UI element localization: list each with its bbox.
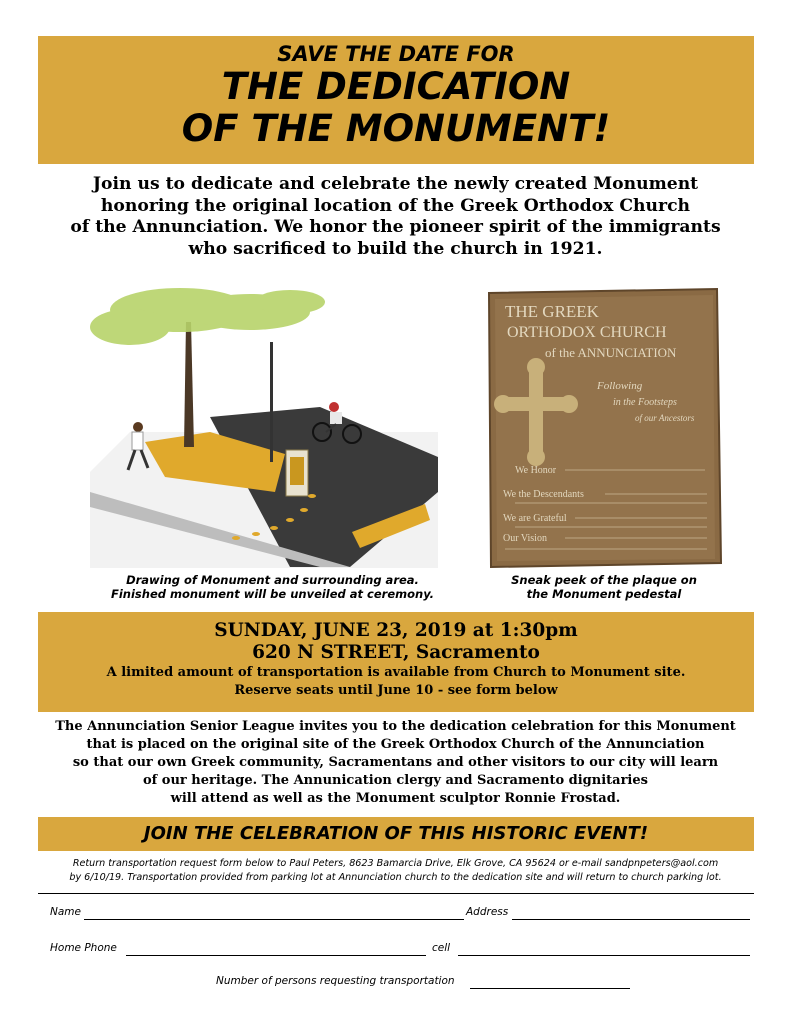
- intro-line: honoring the original location of the Greek Orthodox Church: [100, 195, 691, 216]
- invite-line: of our heritage. The Annunication clergy and Sacramento dignitaries: [143, 773, 648, 788]
- header-subtitle: SAVE THE DATE FOR: [277, 42, 515, 66]
- intro-paragraph: [30, 174, 761, 260]
- instructions-line: Return transportation request form below to Paul Peters, 8623 Bamarcia Drive, Elk Grove, CA 95624 or e-mail sandpnpeters@aol.com: [72, 858, 719, 869]
- home-phone-field[interactable]: [126, 955, 426, 956]
- monument-drawing: [90, 282, 438, 568]
- join-banner: JOIN THE CELEBRATION OF THIS HISTORIC EVENT!: [38, 817, 754, 851]
- header-banner: [38, 36, 754, 164]
- intro-line: who sacrificed to build the church in 1921.: [188, 238, 603, 259]
- plaque-paragraph: We the Descendants: [503, 489, 584, 500]
- intro-line: of the Annunciation. We honor the pioneer spirit of the immigrants: [70, 217, 721, 237]
- drawing-caption: [90, 573, 455, 601]
- name-field[interactable]: [84, 919, 464, 920]
- invite-line: that is placed on the original site of the Greek Orthodox Church of the Annunciation: [86, 737, 705, 752]
- plaque-paragraph: We Honor: [515, 465, 557, 476]
- instructions-line: by 6/10/19. Transportation provided from parking lot at Annunciation church to the dedication site and will return to church parking lot.: [69, 872, 722, 883]
- transport-note: A limited amount of transportation is available from Church to Monument site.: [106, 665, 686, 680]
- cell-label: cell: [432, 942, 451, 954]
- plaque-motto: Following: [597, 380, 643, 392]
- caption-line: the Monument pedestal: [526, 587, 682, 601]
- caption-line: Drawing of Monument and surrounding area.: [126, 573, 419, 587]
- cell-field[interactable]: [458, 955, 750, 956]
- divider: [38, 893, 754, 894]
- light-pole: [270, 342, 273, 462]
- plaque-motto: of our Ancestors: [635, 413, 695, 423]
- caption-line: Sneak peek of the plaque on: [511, 573, 697, 587]
- invite-line: so that our own Greek community, Sacramentans and other visitors to our city will learn: [72, 755, 719, 770]
- plaque-motto: in the Footsteps: [613, 397, 677, 408]
- plaque-title-line: ORTHODOX CHURCH: [507, 324, 667, 341]
- name-label: Name: [50, 906, 81, 918]
- form-instructions: [20, 857, 771, 885]
- event-address: 620 N STREET, Sacramento: [252, 642, 540, 663]
- header-title-line2: OF THE MONUMENT!: [181, 107, 611, 150]
- address-label: Address: [466, 906, 509, 918]
- home-phone-label: Home Phone: [50, 942, 117, 954]
- monument-plaque-mini: [290, 457, 304, 485]
- plaque-paragraph: We are Grateful: [503, 513, 567, 524]
- plaque-title-line: THE GREEK: [505, 302, 599, 321]
- address-field[interactable]: [512, 919, 750, 920]
- plaque-title-line: of the ANNUNCIATION: [545, 345, 677, 360]
- invite-line: The Annunciation Senior League invites you to the dedication celebration for this Monument: [55, 719, 736, 734]
- plaque-caption: [478, 573, 730, 601]
- reserve-note: Reserve seats until June 10 - see form below: [234, 683, 558, 698]
- plaque-paragraph: Our Vision: [503, 533, 547, 544]
- event-banner: [38, 612, 754, 712]
- event-date: SUNDAY, JUNE 23, 2019 at 1:30pm: [214, 620, 578, 641]
- caption-line: Finished monument will be unveiled at ceremony.: [110, 587, 435, 601]
- persons-field[interactable]: [470, 988, 630, 989]
- header-title-line1: THE DEDICATION: [221, 65, 571, 108]
- invite-line: will attend as well as the Monument sculptor Ronnie Frostad.: [170, 791, 621, 806]
- invite-paragraph: [22, 718, 769, 808]
- intro-line: Join us to dedicate and celebrate the newly created Monument: [92, 174, 699, 194]
- plaque-photo: [485, 287, 723, 569]
- persons-label: Number of persons requesting transportation: [216, 975, 455, 987]
